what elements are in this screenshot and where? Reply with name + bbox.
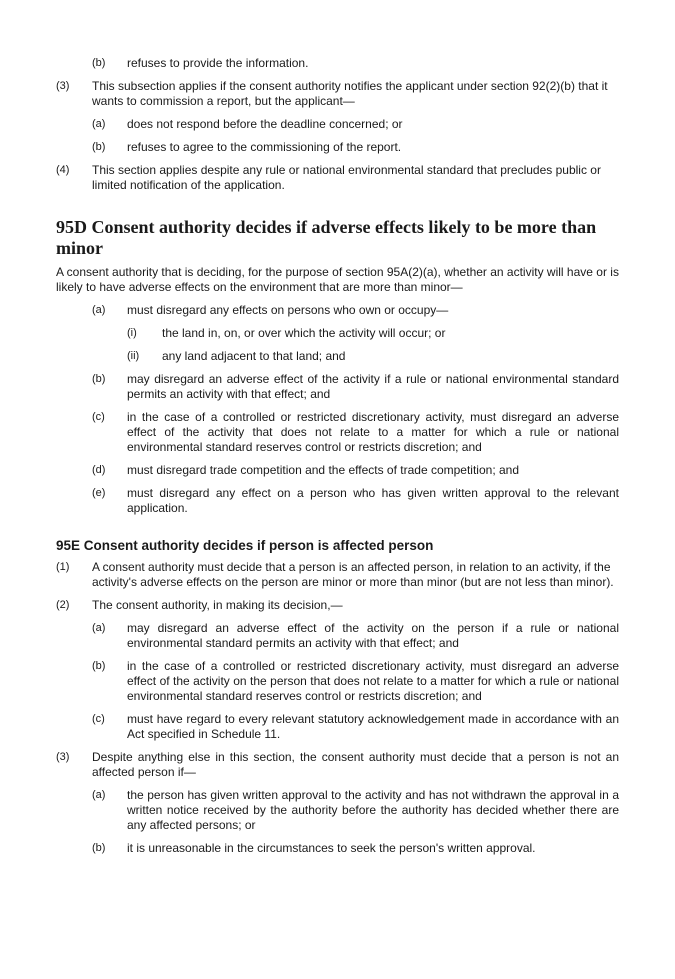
item-label: (a) [92, 789, 106, 801]
item-text: may disregard an adverse effect of the activity if a rule or national environmental standard permits an activity with that effect; and [127, 372, 619, 401]
list-item [56, 410, 619, 455]
item-text: must have regard to every relevant statutory acknowledgement made in accordance with an Act specified in Schedule 11. [127, 712, 619, 741]
item-text: does not respond before the deadline concerned; or [127, 117, 403, 131]
list-item [56, 788, 619, 833]
item-label: (e) [92, 487, 106, 499]
list-item [56, 463, 619, 478]
item-text: refuses to agree to the commissioning of the report. [127, 140, 402, 154]
item-label: (c) [92, 713, 105, 725]
subitem-text: any land adjacent to that land; and [162, 349, 346, 363]
subsection-text: The consent authority, in making its decision,— [92, 598, 343, 612]
subitem-text: the land in, on, or over which the activity will occur; or [162, 326, 446, 340]
item-label: (d) [92, 464, 106, 476]
item-label: (a) [92, 118, 106, 130]
item-text: must disregard any effects on persons who own or occupy— [127, 303, 449, 317]
section-heading-95e: 95E Consent authority decides if person is affected person [56, 538, 434, 553]
list-item [56, 372, 619, 402]
list-item [56, 303, 619, 318]
subsection-4 [56, 163, 619, 193]
subsection-3 [56, 750, 619, 780]
subsection-text: This subsection applies if the consent authority notifies the applicant under section 92(2)(b) that it wants to commission a report, but the applicant— [92, 79, 608, 108]
item-label: (b) [92, 57, 106, 69]
item-label: (b) [92, 660, 106, 672]
list-item [56, 56, 619, 71]
item-text: the person has given written approval to the activity and has not withdrawn the approval in a written notice received by the authority before the authority has decided whether there are any affected persons; or [127, 788, 619, 832]
subitem-label: (ii) [127, 350, 140, 362]
item-text: refuses to provide the information. [127, 56, 309, 70]
subitem-label: (i) [127, 327, 137, 339]
section-heading-95d: 95D Consent authority decides if adverse effects likely to be more than minor [56, 217, 597, 258]
item-text: in the case of a controlled or restricted discretionary activity, must disregard an adverse effect of the activity that does not relate to a matter for which a rule or national environmental standard reserves control or restricts discretion; and [127, 410, 619, 454]
item-text: must disregard trade competition and the effects of trade competition; and [127, 463, 520, 477]
subsection-label: (4) [56, 164, 70, 176]
subsection-3 [56, 79, 619, 109]
item-label: (a) [92, 622, 106, 634]
list-item [56, 841, 619, 856]
list-subitem [56, 349, 619, 364]
list-item [56, 117, 619, 132]
subsection-label: (3) [56, 751, 70, 763]
item-text: in the case of a controlled or restricted discretionary activity, must disregard an adverse effect of the activity on the person that does not relate to a matter for which a rule or national environmental standard reserves control or restricts discretion; and [127, 659, 619, 703]
subsection-1 [56, 560, 619, 590]
item-label: (a) [92, 304, 106, 316]
subsection-text: A consent authority must decide that a person is an affected person, in relation to an activity, if the activity's adverse effects on the person are minor or more than minor (but are not less than minor). [92, 560, 614, 589]
section-intro: A consent authority that is deciding, for the purpose of section 95A(2)(a), whether an activity will have or is likely to have adverse effects on the environment that are more than minor— [56, 265, 619, 294]
subsection-text: This section applies despite any rule or national environmental standard that precludes public or limited notification of the application. [92, 163, 601, 192]
list-item [56, 621, 619, 651]
subsection-label: (1) [56, 561, 70, 573]
subsection-text: Despite anything else in this section, the consent authority must decide that a person is not an affected person if— [92, 750, 619, 779]
list-item [56, 712, 619, 742]
item-label: (c) [92, 411, 105, 423]
item-text: it is unreasonable in the circumstances to seek the person's written approval. [127, 841, 536, 855]
item-label: (b) [92, 373, 106, 385]
list-subitem [56, 326, 619, 341]
item-label: (b) [92, 842, 106, 854]
subsection-2 [56, 598, 619, 613]
item-text: must disregard any effect on a person who has given written approval to the relevant application. [127, 486, 619, 515]
list-item [56, 486, 619, 516]
list-item [56, 140, 619, 155]
subsection-label: (2) [56, 599, 70, 611]
subsection-label: (3) [56, 80, 70, 92]
list-item [56, 659, 619, 704]
item-label: (b) [92, 141, 106, 153]
item-text: may disregard an adverse effect of the activity on the person if a rule or national environmental standard permits an activity with that effect; and [127, 621, 619, 650]
